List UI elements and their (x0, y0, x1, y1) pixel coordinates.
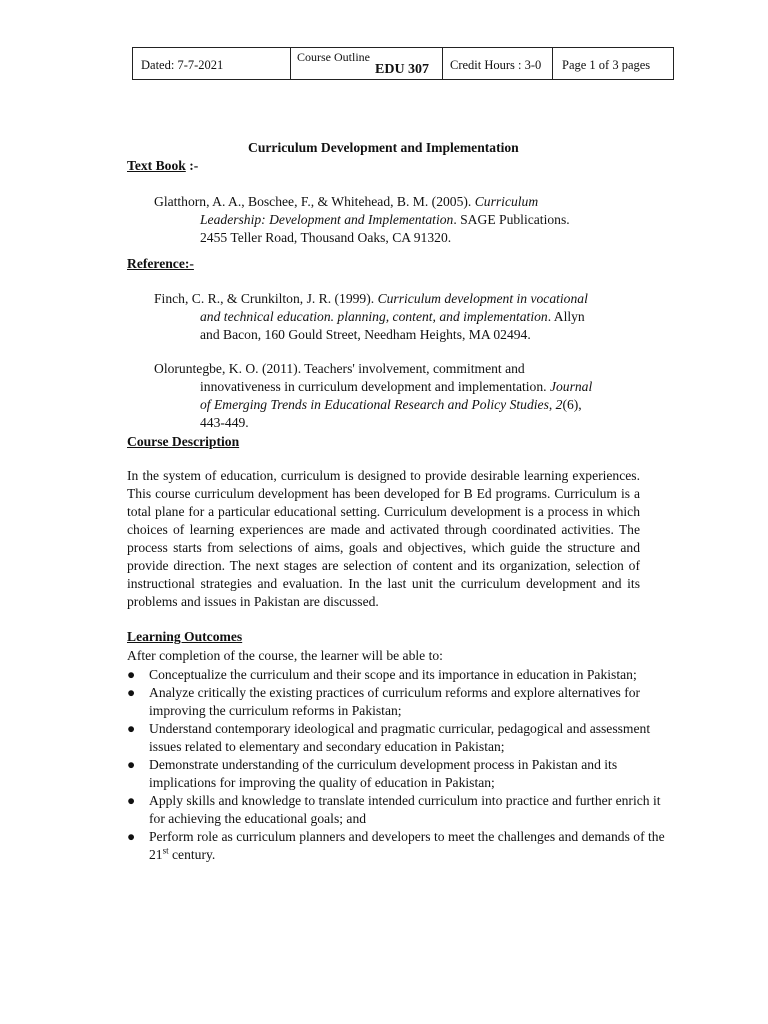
list-item (127, 684, 667, 720)
course-description-heading: Course Description (127, 434, 240, 449)
learning-outcomes-intro: After completion of the course, the learner will be able to: (127, 648, 443, 663)
reference-entry-1 (154, 290, 640, 344)
reference-2-line-1: Oloruntegbe, K. O. (2011). Teachers' involvement, commitment and (154, 361, 525, 376)
reference-1-publisher: . Allyn (547, 309, 585, 324)
reference-1-title-part1: Curriculum development in vocational (377, 291, 588, 306)
textbook-title-part1: Curriculum (474, 194, 539, 209)
header-course-cell (291, 48, 443, 79)
reference-1-line-1 (154, 290, 640, 308)
header-page-info: Page 1 of 3 pages (562, 58, 651, 72)
reference-1-title-part2: and technical education. planning, content, and implementation (200, 309, 548, 324)
list-item-text: Demonstrate understanding of the curriculum development process in Pakistan and its implications for improving the quality of education in Pakistan; (149, 757, 618, 790)
bullet-icon: ● (127, 721, 136, 736)
ordinal-superscript: st (162, 845, 169, 856)
textbook-publisher: . SAGE Publications. (453, 212, 570, 227)
bullet-icon: ● (127, 793, 136, 808)
list-item (127, 828, 667, 864)
list-item-text: Conceptualize the curriculum and their scope and its importance in education in Pakistan; (149, 667, 637, 682)
reference-2-line-2 (154, 378, 640, 396)
reference-2-title: innovativeness in curriculum development and implementation. (200, 379, 550, 394)
reference-2-line-3 (154, 396, 640, 414)
textbook-line-2 (154, 211, 640, 229)
reference-heading: Reference:- (127, 256, 194, 271)
course-description-text: In the system of education, curriculum is designed to provide desirable learning experiences. This course curriculum development has been developed for B Ed programs. Curriculum is a total plane for a particular educational setting. Curriculum development is a process in which choices of learning experiences are made and activated through coordinated activities. The process starts from selections of aims, goals and objectives, which guide the structure and provide direction. The next stages are selection of content and its organization, selection of instructional strategies and evaluation. In the last unit the curriculum development and its problems and issues in Pakistan are discussed. (127, 468, 640, 609)
learning-outcomes-list (127, 666, 667, 864)
document-title: Curriculum Development and Implementation (248, 140, 519, 155)
reference-2-issue: (6), (562, 397, 582, 412)
list-item-text: Understand contemporary ideological and pragmatic curricular, pedagogical and assessment issues related to elementary and secondary education in Pakistan; (149, 721, 651, 754)
textbook-heading-suffix: :- (185, 158, 199, 173)
list-item (127, 756, 667, 792)
reference-1-line-2 (154, 308, 640, 326)
list-item-text (149, 829, 665, 862)
textbook-title-part2: Leadership: Development and Implementation (200, 212, 454, 227)
reference-entry-2 (154, 360, 640, 432)
list-item (127, 792, 667, 828)
header-course-label: Course Outline (297, 50, 370, 64)
textbook-entry (154, 193, 640, 247)
bullet-icon: ● (127, 685, 136, 700)
textbook-heading-row (127, 157, 198, 175)
bullet-icon: ● (127, 757, 136, 772)
reference-2-volume: 2 (555, 397, 563, 412)
header-table (132, 47, 674, 80)
reference-2-journal-part2: of Emerging Trends in Educational Research and Policy Studies (200, 397, 549, 412)
list-item-text: Analyze critically the existing practices of curriculum reforms and explore alternatives for improving the curriculum reforms in Pakistan; (149, 685, 641, 718)
learning-outcomes-heading: Learning Outcomes (127, 629, 243, 644)
bullet-icon: ● (127, 667, 136, 682)
reference-2-line-4: 443-449. (200, 415, 249, 430)
textbook-heading: Text Book (127, 158, 186, 173)
list-item (127, 666, 667, 684)
reference-1-line-3: and Bacon, 160 Gould Street, Needham Heights, MA 02494. (200, 327, 531, 342)
list-item-text-end: century. (168, 847, 216, 862)
header-course-code: EDU 307 (375, 62, 430, 77)
header-credit-hours: Credit Hours : 3-0 (443, 48, 553, 79)
list-item-text-main: Perform role as curriculum planners and developers to meet the challenges and demands of the 21 (149, 829, 665, 862)
textbook-line-3: 2455 Teller Road, Thousand Oaks, CA 91320. (200, 230, 452, 245)
list-item-text: Apply skills and knowledge to translate intended curriculum into practice and further enrich it for achieving the educational goals; and (149, 793, 661, 826)
header-date: Dated: 7-7-2021 (133, 48, 291, 79)
textbook-authors: Glatthorn, A. A., Boschee, F., & Whitehead, B. M. (2005). (154, 194, 472, 209)
reference-2-separator: , (548, 397, 556, 412)
reference-2-journal-part1: Journal (549, 379, 593, 394)
list-item (127, 720, 667, 756)
textbook-line-1 (154, 193, 640, 211)
bullet-icon: ● (127, 829, 136, 844)
reference-1-authors: Finch, C. R., & Crunkilton, J. R. (1999). (154, 291, 378, 306)
